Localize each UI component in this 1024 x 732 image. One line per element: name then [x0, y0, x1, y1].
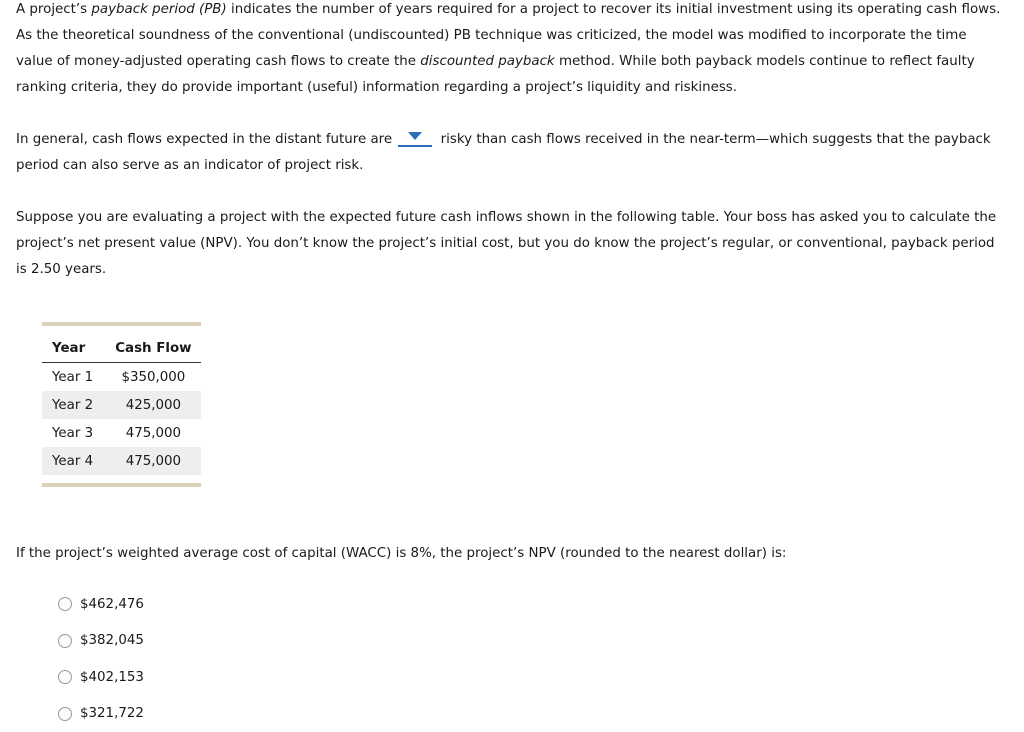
answer-options	[58, 586, 144, 732]
answer-option-3[interactable]	[58, 659, 144, 696]
answer-option-1[interactable]	[58, 586, 144, 623]
payback-period-term: payback period (PB)	[91, 2, 226, 17]
answer-option-2[interactable]	[58, 623, 144, 660]
cash-flow-table	[42, 322, 201, 487]
option-label: $382,045	[80, 633, 144, 648]
radio-button[interactable]	[58, 670, 72, 684]
question-text: If the project’s weighted average cost of capital (WACC) is 8%, the project’s NPV (rounded to the nearest dollar) is:	[16, 541, 1006, 567]
radio-button[interactable]	[58, 597, 72, 611]
intro-text-2: indicates the number of years required for a project to recover its initial investment using its operating cash flows. As the theoretical soundness of the conventional (undiscounted) PB technique was criticized, the model was modified to incorporate the time value of money-adjusted operating cash flows to create the	[16, 2, 1000, 69]
caret-down-icon	[408, 132, 422, 140]
risk-text-after: risky than cash flows received in the near-term—which suggests that the payback period can also serve as an indicator of project risk.	[16, 132, 991, 173]
row-cash-flow: 475,000	[106, 419, 201, 447]
row-year: Year 1	[42, 363, 106, 392]
option-label: $402,153	[80, 670, 144, 685]
table-row	[42, 391, 201, 419]
discounted-payback-term: discounted payback	[420, 54, 554, 69]
row-cash-flow: 475,000	[106, 447, 201, 475]
option-label: $321,722	[80, 706, 144, 721]
row-year: Year 3	[42, 419, 106, 447]
table-header-row	[42, 334, 201, 363]
risk-text-before: In general, cash flows expected in the distant future are	[16, 132, 392, 147]
row-cash-flow: $350,000	[106, 363, 201, 392]
header-year: Year	[42, 334, 106, 363]
risk-paragraph	[16, 127, 1006, 179]
table-bottom-rule	[42, 483, 201, 487]
radio-button[interactable]	[58, 707, 72, 721]
intro-paragraph	[16, 0, 1006, 101]
row-cash-flow: 425,000	[106, 391, 201, 419]
risk-dropdown[interactable]	[398, 129, 432, 147]
table-row	[42, 419, 201, 447]
scenario-paragraph: Suppose you are evaluating a project with the expected future cash inflows shown in the following table. Your boss has asked you to calculate the project’s net present value (NPV). You don’t know the project’s initial cost, but you do know the project’s regular, or conventional, payback period is 2.50 years.	[16, 205, 1006, 283]
answer-option-4[interactable]	[58, 696, 144, 732]
radio-button[interactable]	[58, 634, 72, 648]
intro-text-3: method. While both payback models continue to reflect faulty ranking criteria, they do provide important (useful) information regarding a project’s liquidity and riskiness.	[16, 54, 975, 95]
option-label: $462,476	[80, 597, 144, 612]
table-row	[42, 363, 201, 392]
row-year: Year 2	[42, 391, 106, 419]
table-row	[42, 447, 201, 475]
row-year: Year 4	[42, 447, 106, 475]
intro-text-1: A project’s	[16, 2, 91, 17]
header-cash-flow: Cash Flow	[106, 334, 201, 363]
